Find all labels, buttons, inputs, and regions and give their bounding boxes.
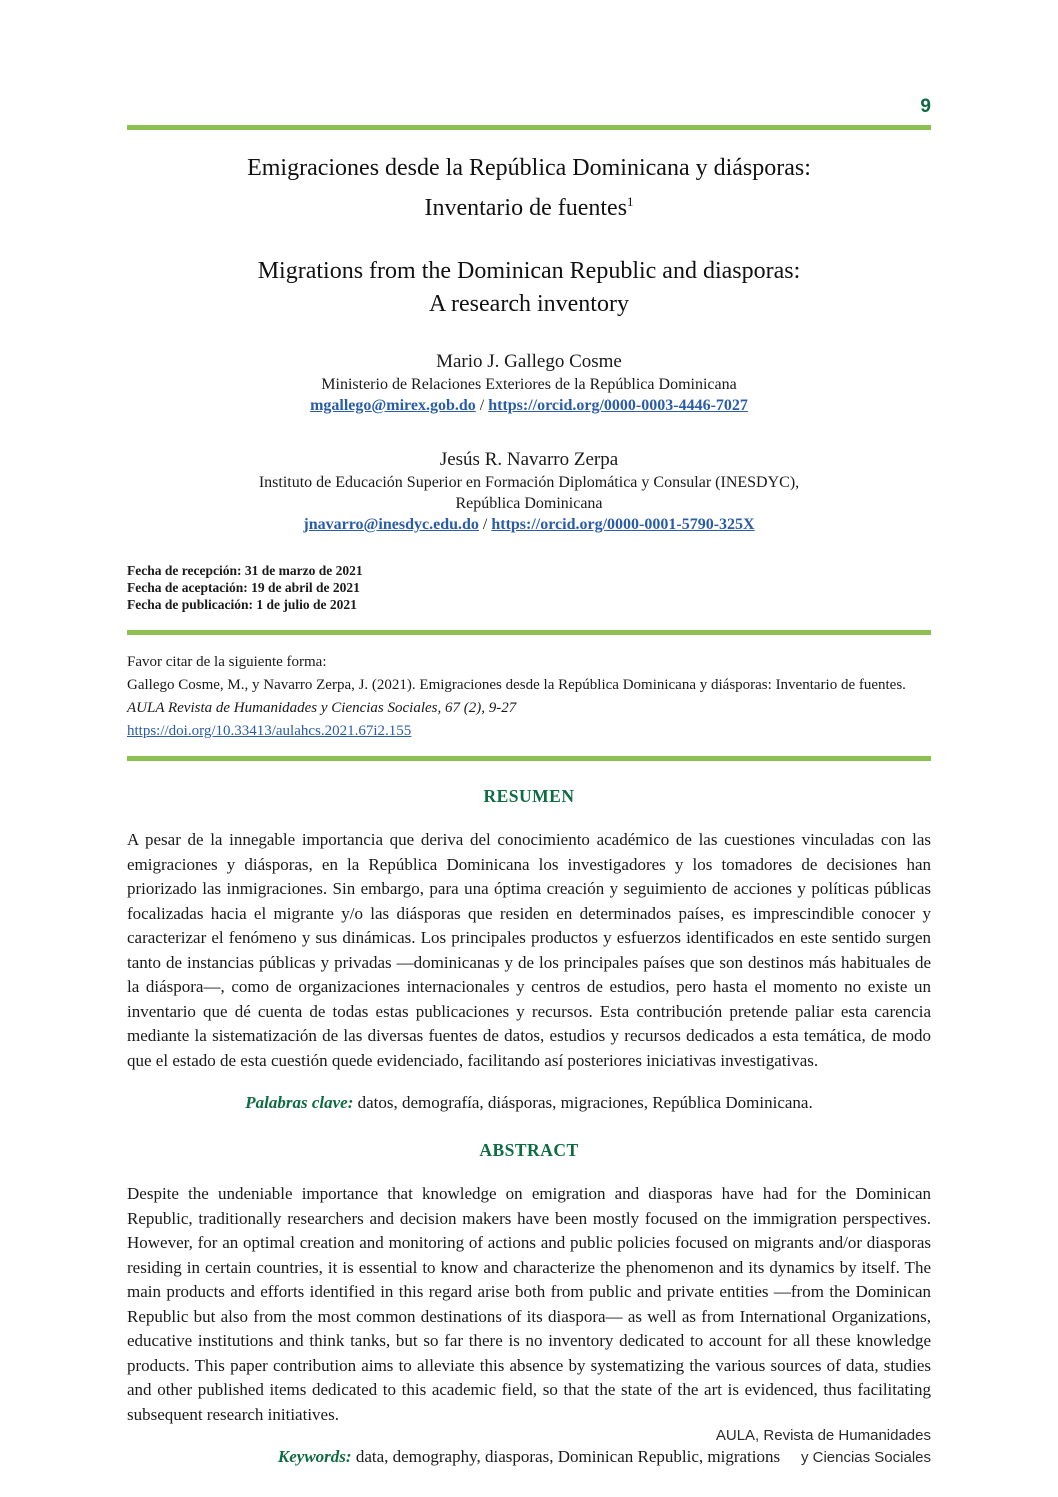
date-published: Fecha de publicación: 1 de julio de 2021 (127, 597, 357, 612)
palabras-clave-line (127, 1093, 931, 1113)
citation-intro: Favor citar de la siguiente forma: (127, 654, 327, 670)
doi-link[interactable]: https://doi.org/10.33413/aulahcs.2021.67i2.155 (127, 723, 412, 739)
footnote-marker[interactable]: 1 (627, 194, 634, 209)
author-block-2 (127, 447, 931, 536)
article-dates (127, 562, 931, 613)
journal-footer-line1: AULA, Revista de Humanidades (715, 1427, 931, 1444)
palabras-clave-values: datos, demografía, diásporas, migraciones, República Dominicana. (357, 1093, 813, 1112)
author-name: Mario J. Gallego Cosme (436, 351, 622, 372)
abstract-heading: ABSTRACT (479, 1140, 579, 1160)
author-name: Jesús R. Navarro Zerpa (439, 449, 619, 470)
resumen-body: A pesar de la innegable importancia que deriva del conocimiento académico de las cuestiones vinculadas con las emigraciones y diásporas, en la República Dominicana los investigadores y los tomadores de decisiones han priorizado las inmigraciones. Sin embargo, para una óptima creación y seguimiento de acciones y políticas públicas focalizadas hacia el migrante y/o las diásporas que residen en determinados países, es imprescindible conocer y caracterizar el fenómeno y sus dinámicas. Los principales productos y esfuerzos identificados en este sentido surgen tanto de instancias públicas y privadas —dominicanas y de los principales países que son destinos más habituales de la diáspora—, como de organizaciones internacionales y centros de estudios, pero hasta el momento no existe un inventario que dé cuenta de todas estas publicaciones y recursos. Esta contribución pretende paliar esta carencia mediante la sistematización de las diversas fuentes de datos, estudios y recursos dedicados a esta temática, de modo que el estado de esta cuestión quede evidenciado, facilitando así posteriores iniciativas investigativas. (127, 830, 931, 1070)
author-block-1 (127, 349, 931, 417)
article-title-en-line2: A research inventory (429, 291, 629, 317)
article-title-en (127, 255, 931, 321)
author-email-link[interactable]: mgallego@mirex.gob.do (310, 397, 476, 414)
header-rule (127, 125, 931, 130)
divider-rule (127, 630, 931, 635)
date-received: Fecha de recepción: 31 de marzo de 2021 (127, 563, 363, 578)
palabras-clave-label: Palabras clave: (245, 1093, 358, 1112)
article-title-es-line2: Inventario de fuentes$^1$ (424, 194, 634, 221)
journal-footer-line2: y Ciencias Sociales (800, 1449, 931, 1466)
author-affiliation-country: República Dominicana (455, 495, 603, 512)
keywords-label: Keywords: (277, 1447, 356, 1466)
page-number: 9 (920, 96, 931, 117)
keywords-values: data, demography, diasporas, Dominican Republic, migrations (355, 1447, 781, 1466)
resumen-heading: RESUMEN (483, 786, 575, 806)
divider-rule (127, 756, 931, 761)
author-contact (127, 395, 931, 417)
page-content (127, 0, 931, 1467)
author-orcid-link[interactable]: https://orcid.org/0000-0003-4446-7027 (488, 397, 748, 414)
citation-reference: Gallego Cosme, M., y Navarro Zerpa, J. (2021). Emigraciones desde la República Dominicana y diásporas: Inventario de fuentes. (127, 677, 906, 693)
date-accepted: Fecha de aceptación: 19 de abril de 2021 (127, 580, 360, 595)
link-separator: / (479, 397, 485, 414)
author-orcid-link[interactable]: https://orcid.org/0000-0001-5790-325X (491, 516, 755, 533)
author-email-link[interactable]: jnavarro@inesdyc.edu.do (303, 516, 479, 533)
article-title-es-line1: Emigraciones desde la República Dominicana y diásporas: (247, 155, 811, 181)
article-title-en-line1: Migrations from the Dominican Republic and diasporas: (257, 258, 801, 284)
abstract-body: Despite the undeniable importance that knowledge on emigration and diasporas have had for the Dominican Republic, traditionally researchers and decision makers have been mostly focused on the immigration perspectives. However, for an optimal creation and monitoring of actions and public policies focused on migrants and/or diasporas residing in certain countries, it is essential to know and characterize the phenomenon and its dynamics by itself. The main products and efforts identified in this regard arise both from public and private entities —from the Dominican Republic but also from the most common destinations of its diaspora— as well as from International Organizations, educative institutions and think tanks, but so far there is no inventory dedicated to account for all these knowledge products. This paper contribution aims to alleviate this absence by systematizing the various sources of data, studies and other published items dedicated to this academic field, so that the state of the art is evidenced, thus facilitating subsequent research initiatives. (127, 1184, 931, 1424)
author-contact (127, 514, 931, 536)
link-separator: / (482, 516, 488, 533)
journal-footer (716, 1425, 931, 1469)
author-affiliation: Ministerio de Relaciones Exteriores de la República Dominicana (321, 376, 737, 393)
citation-journal: AULA Revista de Humanidades y Ciencias Sociales, 67 (2), 9-27 (127, 700, 517, 716)
author-affiliation: Instituto de Educación Superior en Formación Diplomática y Consular (INESDYC), (258, 474, 800, 491)
citation-block (127, 651, 931, 743)
article-title-es (127, 152, 931, 225)
